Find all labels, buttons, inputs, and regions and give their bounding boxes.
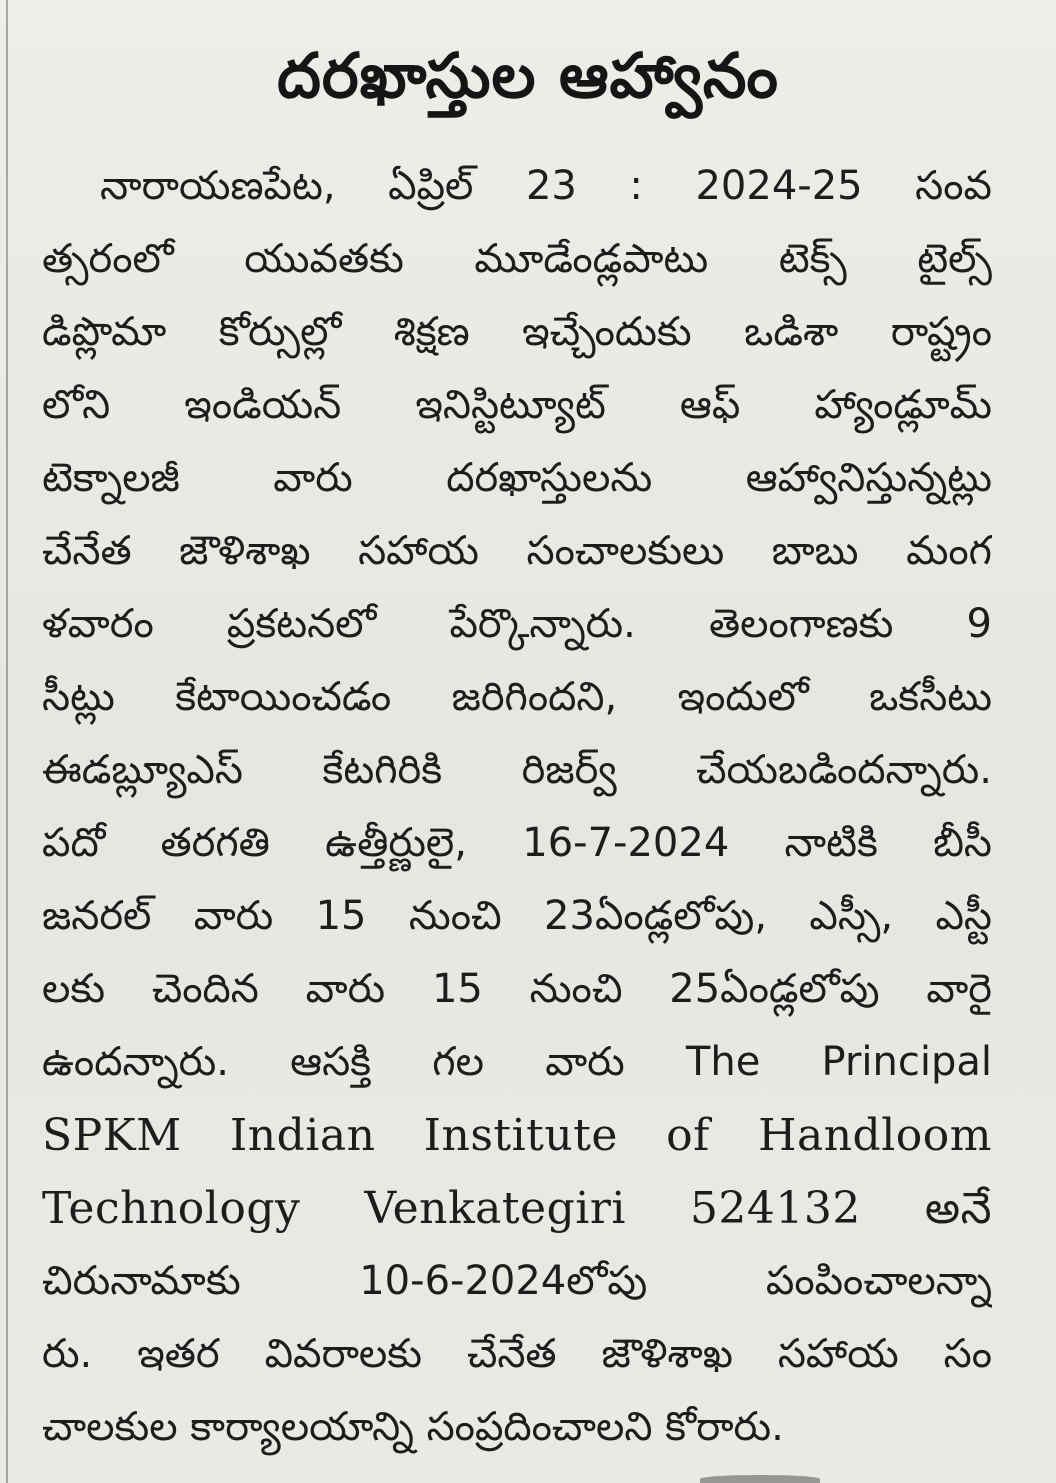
article-line: త్సరంలో యువతకు మూడేండ్లపాటు టెక్స్ టైల్స్ bbox=[42, 236, 992, 282]
article-body bbox=[42, 150, 992, 1464]
article-line: చిరునామాకు 10-6-2024లోపు పంపించాలన్నా bbox=[42, 1258, 992, 1304]
article-line: ళవారం ప్రకటనలో పేర్కొన్నారు. తెలంగాణకు 9 bbox=[42, 601, 992, 647]
article-line: డిప్లొమా కోర్సుల్లో శిక్షణ ఇచ్చేందుకు ఒడిశా రాష్ట్రం bbox=[42, 309, 992, 355]
article-line: పదో తరగతి ఉత్తీర్ణులై, 16-7-2024 నాటికి బీసీ bbox=[42, 820, 992, 866]
article-line: లోని ఇండియన్ ఇనిస్టిట్యూట్ ఆఫ్ హ్యాండ్లూమ్ bbox=[42, 382, 992, 428]
article-line: టెక్నాలజీ వారు దరఖాస్తులను ఆహ్వానిస్తున్నట్లు bbox=[42, 455, 992, 501]
article-line: సీట్లు కేటాయించడం జరిగిందని, ఇందులో ఒకసీటు bbox=[42, 674, 992, 720]
headline: దరఖాస్తుల ఆహ్వానం bbox=[277, 39, 779, 112]
next-article-fragment bbox=[700, 1475, 820, 1483]
article-line: ఉందన్నారు. ఆసక్తి గల వారు The Principal bbox=[42, 1039, 992, 1085]
column-rule bbox=[6, 0, 8, 1483]
article-line: జనరల్ వారు 15 నుంచి 23ఏండ్లలోపు, ఎస్సీ, ఎస్టీ bbox=[42, 893, 992, 939]
article-line: Technology Venkategiri 524132 అనే bbox=[42, 1183, 992, 1234]
article-line: నారాయణపేట, ఏప్రిల్ 23 : 2024-25 సంవ bbox=[100, 163, 992, 209]
article-line: చాలకుల కార్యాలయాన్ని సంప్రదించాలని కోరారు. bbox=[42, 1404, 784, 1450]
article-line: చేనేత జౌళిశాఖ సహాయ సంచాలకులు బాబు మంగ bbox=[42, 528, 992, 574]
article-line: SPKM Indian Institute of Handloom bbox=[42, 1110, 992, 1161]
article-line: లకు చెందిన వారు 15 నుంచి 25ఏండ్లలోపు వారై bbox=[42, 966, 992, 1012]
article-line: ఈడబ్ల్యూఎస్ కేటగిరికి రిజర్వ్ చేయబడిందన్నారు. bbox=[42, 747, 992, 793]
article-line: రు. ఇతర వివరాలకు చేనేత జౌళిశాఖ సహాయ సం bbox=[42, 1331, 992, 1377]
